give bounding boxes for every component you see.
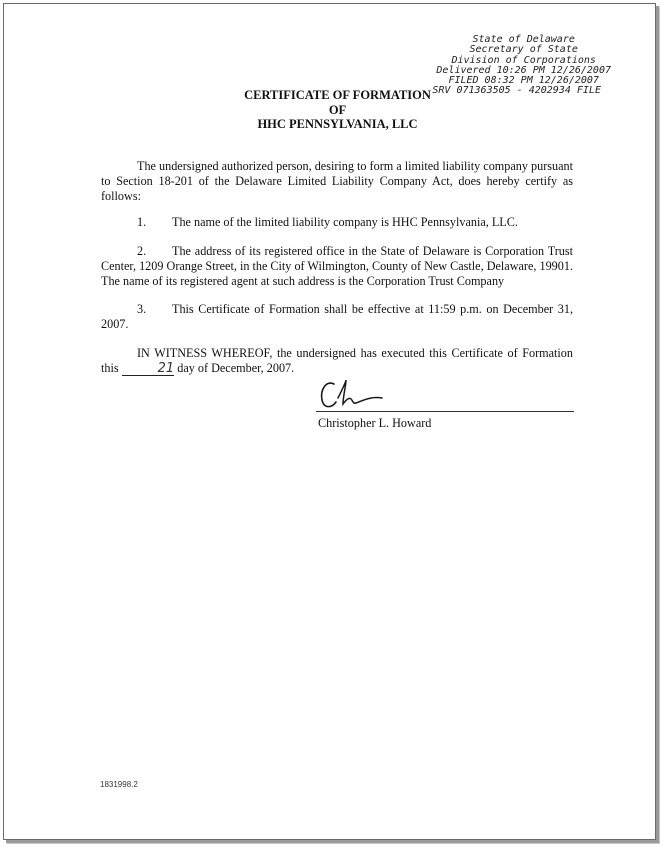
witness-text-end: day of December, 2007. [177, 360, 295, 375]
stamp-line-secretary: Secretary of State [469, 44, 578, 56]
item-1-text: The name of the limited liability company is HHC Pennsylvania, LLC. [172, 215, 518, 229]
item-1-number: 1. [137, 215, 147, 229]
witness-text-start: IN WITNESS WHEREOF, the undersigned has executed this Certificate of Formation this [101, 346, 573, 375]
title-line-1: CERTIFICATE OF FORMATION [244, 88, 431, 102]
filing-stamp [432, 34, 611, 97]
item-3-paragraph [101, 302, 573, 332]
witness-paragraph [101, 346, 573, 376]
stamp-line-delivered: Delivered 10:26 PM 12/26/2007 [436, 64, 611, 76]
item-2-paragraph [101, 244, 573, 288]
item-2-text: The address of its registered office in the State of Delaware is Corporation Trust Center, 1209 Orange Street, in the City of Wilmington, County of New Castle, Delaware, 19901. The name of its registered agent at such address is the Corporation Trust Company [101, 244, 573, 288]
handwritten-signature [316, 376, 406, 412]
signature-line [316, 411, 574, 412]
witness-day-handwritten: 21 [122, 363, 175, 376]
stamp-line-filed: FILED 08:32 PM 12/26/2007 [448, 75, 599, 87]
stamp-line-state: State of Delaware [472, 34, 575, 45]
signature-block [316, 376, 574, 432]
title-line-2: OF [328, 102, 347, 117]
item-2-number: 2. [137, 244, 147, 258]
intro-paragraph: The undersigned authorized person, desiring to form a limited liability company pursuant to Section 18-201 of the Delaware Limited Liability Company Act, does hereby certify as follows: [101, 159, 573, 203]
item-3-number: 3. [137, 302, 147, 316]
document-title [230, 88, 445, 132]
document-reference-number: 1831998.2 [100, 780, 138, 789]
stamp-line-srv: SRV 071363505 - 4202934 FILE [432, 85, 601, 97]
item-3-text: This Certificate of Formation shall be effective at 11:59 p.m. on December 31, 2007. [101, 302, 573, 331]
signer-name: Christopher L. Howard [318, 416, 432, 430]
item-1-paragraph [101, 215, 573, 230]
title-line-3: HHC PENNSYLVANIA, LLC [257, 117, 418, 131]
stamp-line-division: Division of Corporations [451, 54, 596, 66]
